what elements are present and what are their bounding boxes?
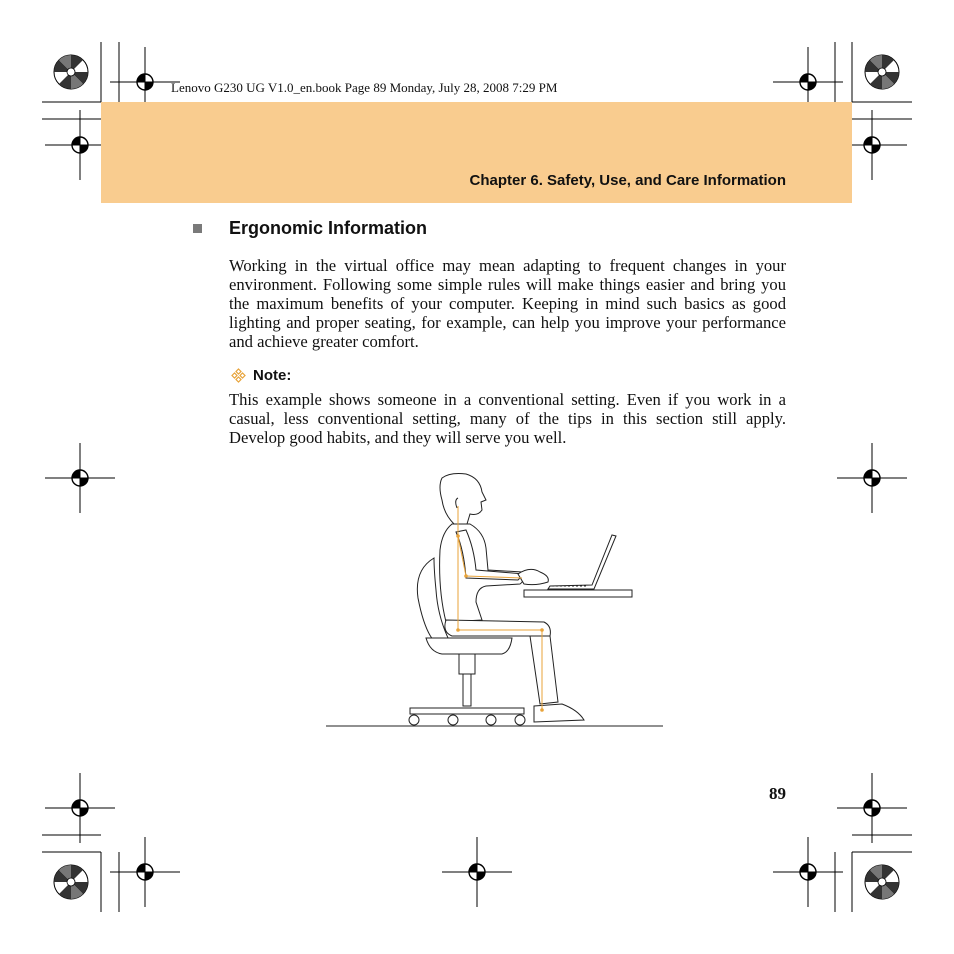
chapter-title: Chapter 6. Safety, Use, and Care Information [469,172,786,189]
laptop [548,535,616,589]
note-paragraph: This example shows someone in a conventional setting. Even if you work in a casual, less conventional setting, many of the tips in this section still apply. Develop good habits, and they will serve you well. [229,390,786,447]
chair-seat [426,638,512,654]
note-label: Note: [253,367,292,384]
head [440,474,486,525]
hand [518,569,548,584]
desk [524,590,632,597]
seated-posture-illustration [326,470,664,732]
thigh [445,620,551,636]
note-diamond-icon [231,368,246,383]
section-body-paragraph: Working in the virtual office may mean adapting to frequent changes in your environment. Following some simple rules will make things easier and bring you the maximum benefits of your computer. Keeping in mind such basics as good lighting and proper seating, for example, can help you improve your performance and achieve greater comfort. [229,256,786,351]
page-number: 89 [769,784,786,803]
lower-leg [530,636,558,704]
section-heading: Ergonomic Information [229,218,427,238]
print-info-line: Lenovo G230 UG V1.0_en.book Page 89 Monday, July 28, 2008 7:29 PM [171,80,558,95]
square-bullet-icon [193,224,202,233]
